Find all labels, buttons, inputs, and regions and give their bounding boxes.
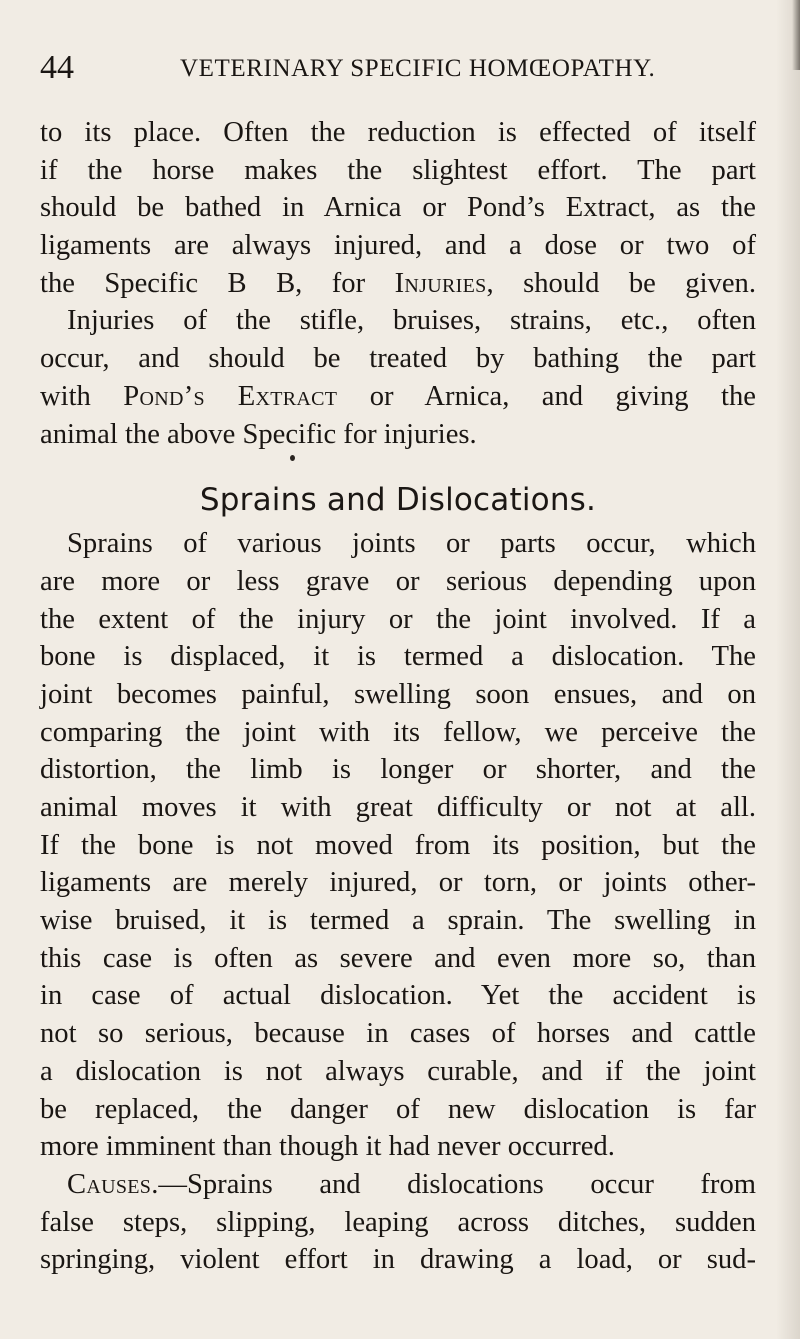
small-caps-term: Causes (67, 1168, 152, 1200)
section-heading: Sprains and Dislocations. (199, 482, 597, 519)
text-line: bone is displaced, it is termed a dislocation. The (40, 641, 756, 673)
text-line: false steps, slipping, leaping across ditches, sudden (40, 1206, 756, 1238)
text-line: if the horse makes the slightest effort. The part (40, 154, 756, 186)
text-span: , should be given. (486, 267, 756, 299)
text-line: joint becomes painful, swelling soon ensues, and on (40, 678, 756, 710)
small-caps-term: Injuries (394, 267, 487, 299)
text-line: animal moves it with great difficulty or not at all. (40, 792, 756, 823)
text-line: comparing the joint with its fellow, we perceive the (40, 716, 756, 748)
text-line: are more or less grave or serious depending upon (40, 565, 756, 597)
text-span: or Arnica, and giving the (337, 380, 756, 412)
text-line: the extent of the injury or the joint involved. If a (40, 603, 756, 635)
text-line: in case of actual dislocation. Yet the accident is (40, 980, 756, 1012)
page-number: 44 (40, 49, 74, 86)
text-line: a dislocation is not always curable, and if the joint (40, 1055, 756, 1087)
text-line (40, 1166, 756, 1204)
text-line: to its place. Often the reduction is effected of itself (40, 117, 756, 148)
small-caps-term: Pond’s Extract (123, 380, 338, 412)
text-line: distortion, the limb is longer or shorter, and the (40, 754, 756, 786)
text-line: springing, violent effort in drawing a load, or sud- (40, 1244, 756, 1276)
text-line: Injuries of the stifle, bruises, strains, etc., often (67, 305, 756, 337)
text-line: occur, and should be treated by bathing the part (40, 343, 756, 375)
text-line: this case is often as severe and even more so, than (40, 942, 756, 974)
page-edge-shadow (792, 0, 800, 70)
text-line: animal the above Specific for injuries. (40, 418, 477, 450)
text-line: more imminent than though it had never occurred. (40, 1131, 615, 1163)
text-line: wise bruised, it is termed a sprain. The swelling in (40, 905, 756, 937)
running-title: VETERINARY SPECIFIC HOMŒOPATHY. (180, 55, 656, 82)
body-text (40, 114, 756, 1279)
text-line: ligaments are merely injured, or torn, or joints other- (40, 867, 756, 899)
text-span: .—Sprains and dislocations occur from (151, 1168, 756, 1200)
printing-speck (290, 455, 295, 461)
running-head (40, 48, 755, 88)
text-line: not so serious, because in cases of horses and cattle (40, 1018, 756, 1050)
text-line: be replaced, the danger of new dislocation is far (40, 1093, 756, 1125)
text-line: should be bathed in Arnica or Pond’s Extract, as the (40, 192, 756, 224)
text-line: ligaments are always injured, and a dose or two of (40, 230, 756, 262)
printing-speck-row (40, 453, 756, 475)
text-span: with (40, 380, 124, 412)
text-span: the Specific B B, for (40, 267, 395, 299)
text-line: If the bone is not moved from its position, but the (40, 829, 756, 861)
text-line (40, 265, 756, 303)
text-line: Sprains of various joints or parts occur, which (67, 528, 756, 560)
text-line (40, 378, 756, 416)
